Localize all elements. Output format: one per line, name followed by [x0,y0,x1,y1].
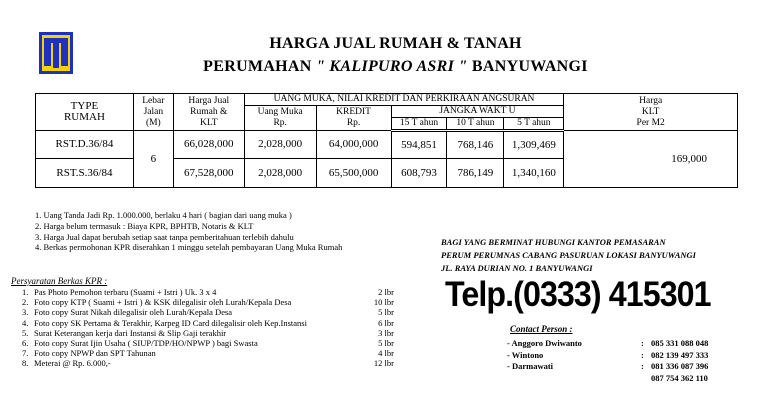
list-item: 3. Foto copy Surat Nikah dilegalisir oleh Lurah/Kepala Desa 5 lbr [22,307,394,318]
header-uang-muka: Uang Muka Rp. [244,106,316,131]
note-item: 4. Berkas permohonan KPR diserahkan 1 minggu setelah pembayaran Uang Muka Rumah [35,242,343,253]
requirements-list [22,287,394,369]
cell-type: RST.D.36/84 [36,131,134,159]
cell-5-tahun: 1,340,160 [504,159,564,188]
requirements-title: Persyaratan Berkas KPR : [11,276,108,286]
header-15-tahun: 15 T ahun [391,118,447,131]
list-item: - Darmawati : 081 336 087 396 [507,361,709,371]
phone-number: Telp.(0333) 415301 [445,275,711,314]
contact-line: PERUM PERUMNAS CABANG PASURUAN LOKASI BANYUWANGI [441,250,696,260]
contact-line: BAGI YANG BERMINAT HUBUNGI KANTOR PEMASARAN [441,237,666,247]
page-title: HARGA JUAL RUMAH & TANAH [269,35,522,52]
table-row [36,131,738,159]
list-item: 8. Meterai @ Rp. 6.000,- 12 lbr [22,358,394,369]
note-item: 3. Harga Jual dapat berubah setiap saat tanpa pemberitahuan terlebih dahulu [35,231,294,242]
contact-line: JL. RAYA DURIAN NO. 1 BANYUWANGI [441,263,593,273]
list-item: 1. Pas Photo Pemohon terbaru (Suami + Istri ) Uk. 3 x 4 2 lbr [22,287,394,297]
cell-15-tahun: 594,851 [391,131,447,159]
contact-info [441,236,696,275]
cell-uang-muka: 2,028,000 [244,159,316,188]
page-subtitle [0,58,771,76]
contact-person-title: Contact Person : [510,324,573,334]
header-harga-klt: Harga KLT Per M2 [564,94,738,131]
list-item: - Wintono : 082 139 497 333 [507,349,709,360]
header-10-tahun: 10 T ahun [447,118,504,131]
list-item: 7. Foto copy NPWP dan SPT Tahunan 4 lbr [22,348,394,359]
list-item: 4. Foto copy SK Pertama & Terakhir, Karpeg ID Card dilegalisir oleh Kep.Instansi 6 lbr [22,317,394,328]
list-item: 2. Foto copy KTP ( Suami + Istri ) & KSK dilegalisir oleh Lurah/Kepala Desa 10 lbr [22,297,394,308]
header-type: TYPE RUMAH [36,94,134,131]
list-item: - Anggoro Dwiwanto : 085 331 088 048 [507,338,709,348]
header-kredit: KREDIT Rp. [316,106,391,131]
header-jangka-waktu: JANGKA WAKT U [391,106,564,118]
cell-harga: 67,528,000 [173,159,244,188]
price-table [35,93,738,188]
list-item: 6. Foto copy Surat Ijin Usaha ( SIUP/TDP/HO/NPWP ) bagi Swasta 5 lbr [22,337,394,348]
cell-type: RST.S.36/84 [36,159,134,188]
header-5-tahun: 5 T ahun [504,118,564,131]
contact-person-list [507,338,737,384]
list-item: 5. Surat Keterangan kerja dari Instansi & Slip Gaji terakhir 3 lbr [22,327,394,338]
header-lebar-jalan: Lebar Jalan (M) [133,94,173,131]
cell-lebar: 6 [133,131,173,188]
cell-10-tahun: 786,149 [447,159,504,188]
cell-uang-muka: 2,028,000 [244,131,316,159]
cell-15-tahun: 608,793 [391,159,447,188]
cell-kredit: 64,000,000 [316,131,391,159]
note-item: 1. Uang Tanda Jadi Rp. 1.000.000, berlaku 4 hari ( bagian dari uang muka ) [35,210,292,220]
note-item: 2. Harga belum termasuk : Biaya KPR, BPHTB, Notaris & KLT [35,220,254,231]
header-group: UANG MUKA, NILAI KREDIT DAN PERKIRAAN ANGSURAN [244,94,564,106]
list-item: 087 754 362 110 [651,372,708,383]
cell-klt: 169,000 [564,131,738,188]
cell-5-tahun: 1,309,469 [504,131,564,159]
title-suffix: BANYUWANGI [471,58,588,75]
housing-name: " KALIPURO ASRI " [315,58,468,75]
cell-harga: 66,028,000 [173,131,244,159]
cell-kredit: 65,500,000 [316,159,391,188]
header-harga-jual: Harga Jual Rumah & KLT [173,94,244,131]
notes-list [35,210,342,253]
cell-10-tahun: 768,146 [447,131,504,159]
title-prefix: PERUMAHAN [203,58,312,75]
